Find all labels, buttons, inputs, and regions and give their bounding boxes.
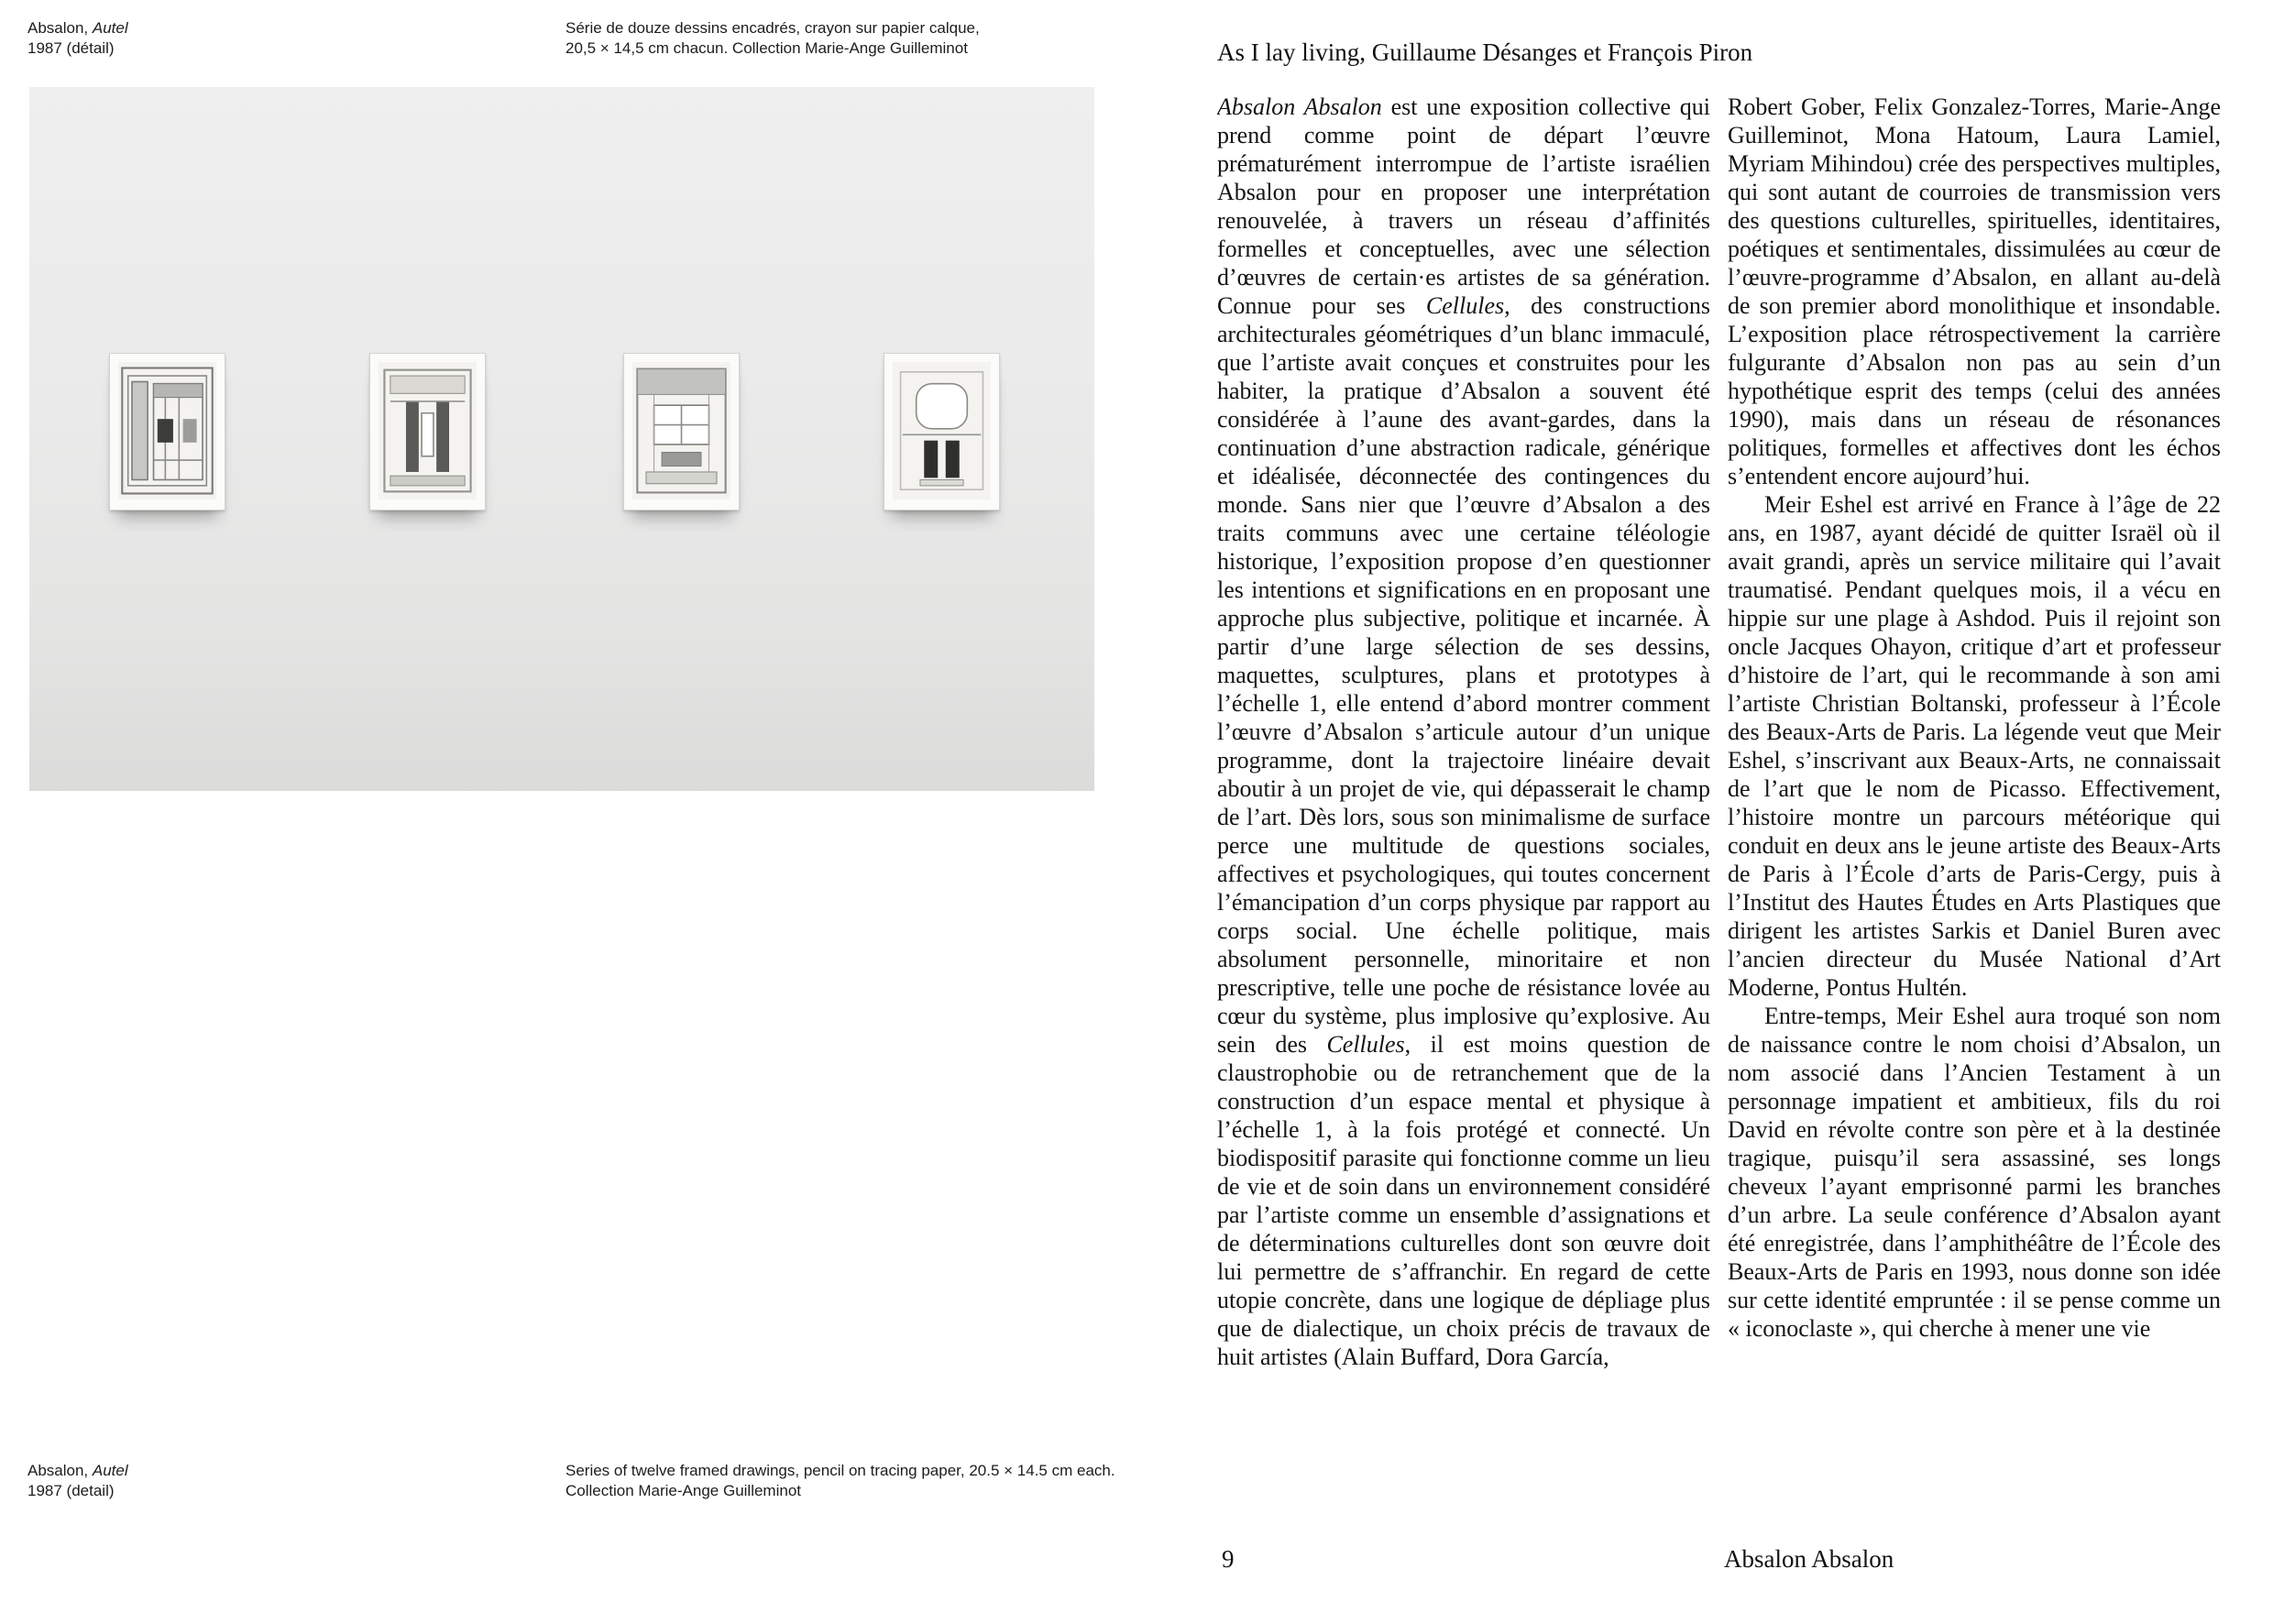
framed-drawing-2: [369, 353, 486, 510]
framed-drawing-4: [884, 353, 1000, 510]
drawing-3-icon: [632, 362, 730, 499]
caption-line: Series of twelve framed drawings, pencil on tracing paper, 20.5 × 14.5 cm each.: [566, 1462, 1115, 1479]
caption-line: Collection Marie-Ange Guilleminot: [566, 1481, 802, 1499]
caption-line: 1987 (detail): [27, 1481, 115, 1499]
caption-series-en: [566, 1461, 1152, 1500]
drawing-4-icon: [893, 362, 991, 499]
running-title: Absalon Absalon: [1724, 1545, 1894, 1573]
drawing-sketch-4: [893, 362, 991, 499]
paragraph: Entre-temps, Meir Eshel aura troqué son nom de naissance contre le nom choisi d’Absalon, un nom associé dans l’Ancien Testament à un personnage impatient et ambitieux, fils du roi David en révolte contre son père et à la destinée tragique, puisqu’il sera assassiné, ses longs cheveux l’ayant emprisonné parmi les branches d’un arbre. La seule conférence d’Absalon ayant été enregistrée, dans l’amphithéâtre de l’École des Beaux-Arts de Paris en 1993, nous donne son idée sur cette identité empruntée : il se pense comme un « iconoclaste », qui cherche à mener une vie: [1728, 1003, 2221, 1342]
paragraph: Meir Eshel est arrivé en France à l’âge de 22 ans, en 1987, ayant décidé de quitter Israël où il avait grandi, après un service militaire qui l’avait traumatisé. Pendant quelques mois, il a vécu en hippie sur une plage à Ashdod. Puis il rejoint son oncle Jacques Ohayon, critique d’art et professeur d’histoire de l’art, qui le recommande à son ami l’artiste Christian Boltanski, professeur à l’École des Beaux-Arts de Paris. La légende veut que Meir Eshel, s’inscrivant aux Beaux-Arts, ne connaissait de l’art que le nom de Picasso. Effectivement, l’histoire montre un parcours météorique qui conduit en deux ans le jeune artiste des Beaux-Arts de Paris à l’École d’arts de Paris-Cergy, puis à l’Institut des Hautes Études en Arts Plastiques que dirigent les artistes Sarkis et Daniel Buren avec l’ancien directeur du Musée National d’Art Moderne, Pontus Hultén.: [1728, 491, 2221, 1001]
article-column: [1728, 93, 2221, 1440]
caption-line: Série de douze dessins encadrés, crayon sur papier calque,: [566, 19, 980, 37]
paragraph: Robert Gober, Felix Gonzalez-Torres, Marie-Ange Guilleminot, Mona Hatoum, Laura Lamiel, Myriam Mihindou) crée des perspectives multiples, qui sont autant de courroies de transmission vers des questions culturelles, spirituelles, identitaires, poétiques et sentimentales, dissimulées au cœur de l’œuvre-programme d’Absalon, en allant au-delà de son premier abord monolithique et insondable. L’exposition place rétrospectivement la carrière fulgurante d’Absalon non pas au sein d’un hypothétique esprit des temps (celui des années 1990), mais dans un réseau de résonances politiques, formelles et affectives dont les échos s’entendent encore aujourd’hui.: [1728, 93, 2221, 489]
page-number: 9: [1222, 1545, 1235, 1573]
paragraph: Absalon Absalon est une exposition collective qui prend comme point de départ l’œuvre prématurément interrompue de l’artiste israélien Absalon pour en proposer une interprétation renouvelée, à travers un réseau d’affinités formelles et conceptuelles, avec une sélection d’œuvres de certain·es artistes de sa génération. Connue pour ses Cellules, des constructions architecturales géométriques d’un blanc immaculé, que l’artiste avait conçues et construites pour les habiter, la pratique d’Absalon a souvent été considérée à l’aune des avant-gardes, dans la continuation d’une abstraction radicale, générique et idéalisée, déconnectée des contingences du monde. Sans nier que l’œuvre d’Absalon a des traits communs avec une certaine téléologie historique, l’exposition propose d’en questionner les intentions et significations en en proposant une approche plus subjective, politique et incarnée. À partir d’une large sélection de ses dessins, maquettes, sculptures, plans et prototypes à l’échelle 1, elle entend d’abord montrer comment l’œuvre d’Absalon s’articule autour d’un unique programme, dont la trajectoire linéaire devait aboutir à un projet de vie, qui dépasserait le champ de l’art. Dès lors, sous son minimalisme de surface perce une multitude de questions sociales, affectives et psychologiques, qui toutes concernent l’émancipation d’un corps physique par rapport au corps social. Une échelle politique, mais absolument personnelle, minoritaire et non prescriptive, telle une poche de résistance lovée au cœur du système, plus implosive qu’explosive. Au sein des Cellules, il est moins question de claustrophobie ou de retranchement que de la construction d’un espace mental et physique à l’échelle 1, à la fois protégé et connecté. Un biodispositif parasite qui fonctionne comme un lieu de vie et de soin dans un environnement considéré par l’artiste comme un ensemble d’assignations et de déterminations culturelles dont son œuvre doit lui permettre de s’affranchir. En regard de cette utopie concrète, dans une logique de dépliage plus que de dialectique, un choix précis de travaux de huit artistes (Alain Buffard, Dora García,: [1217, 93, 1710, 1370]
caption-line: Absalon, Autel: [27, 1462, 128, 1479]
framed-drawing-3: [623, 353, 740, 510]
essay-title: As I lay living, Guillaume Désanges et François Piron: [1217, 38, 1753, 66]
caption-artwork-fr: [27, 18, 330, 58]
drawing-sketch-2: [379, 362, 477, 499]
drawing-1-icon: [118, 362, 216, 499]
installation-photo: [29, 87, 1094, 791]
article-column: [1217, 93, 1710, 1440]
caption-series-fr: [566, 18, 1097, 58]
drawing-2-icon: [379, 362, 477, 499]
drawing-sketch-1: [118, 362, 216, 499]
framed-drawing-1: [109, 353, 225, 510]
caption-artwork-en: [27, 1461, 330, 1500]
drawing-sketch-3: [632, 362, 730, 499]
caption-line: 1987 (détail): [27, 38, 115, 57]
caption-line: 20,5 × 14,5 cm chacun. Collection Marie-Ange Guilleminot: [566, 38, 968, 57]
caption-line: Absalon, Autel: [27, 19, 128, 37]
